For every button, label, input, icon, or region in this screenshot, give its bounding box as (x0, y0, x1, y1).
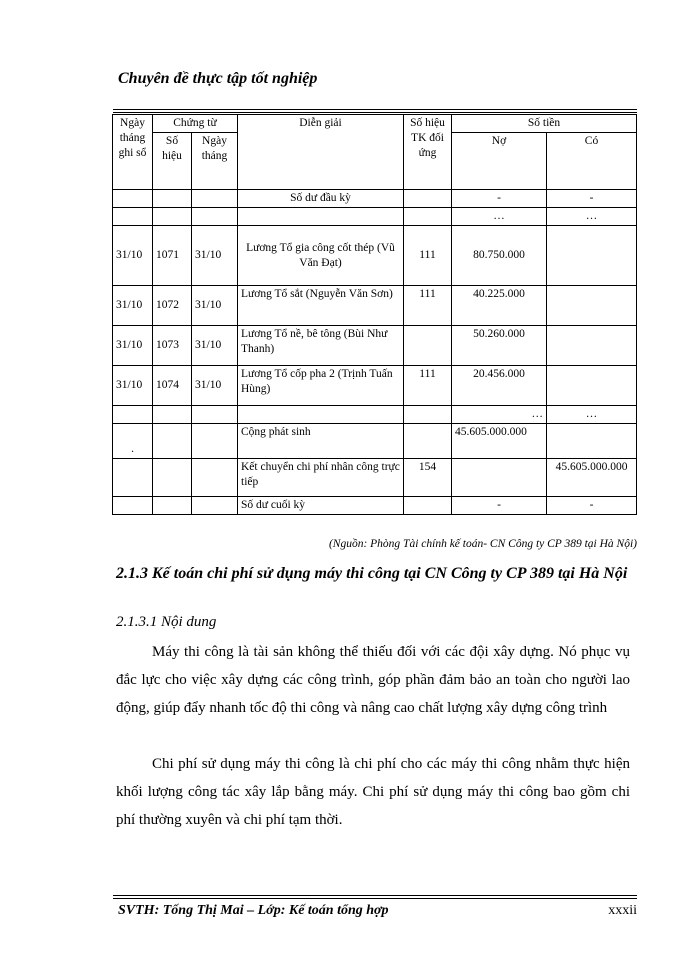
cell-description: Số dư cuối kỳ (238, 497, 404, 515)
document-header-title: Chuyên đề thực tập tốt nghiệp (118, 70, 318, 87)
table-source-note: (Nguồn: Phòng Tài chính kế toán- CN Công ty CP 389 tại Hà Nội) (328, 538, 637, 550)
cell-description: Lương Tổ sắt (Nguyễn Văn Sơn) (238, 286, 404, 326)
cell-voucher-date (192, 459, 238, 497)
cell-date (113, 406, 153, 424)
footer-divider (113, 895, 637, 896)
cell-voucher-no (153, 406, 192, 424)
cell-date: . (113, 424, 153, 459)
cell-date: 31/10 (113, 366, 153, 406)
cell-description: Lương Tổ nề, bê tông (Bùi Như Thanh) (238, 326, 404, 366)
footer-author: SVTH: Tống Thị Mai – Lớp: Kế toán tổng hợp (118, 903, 389, 918)
header-date-recorded: Ngày tháng ghi sổ (113, 115, 153, 190)
cell-description (238, 406, 404, 424)
cell-debit: 50.260.000 (452, 326, 547, 366)
cell-debit: 20.456.000 (452, 366, 547, 406)
cell-description: Lương Tổ gia công cốt thép (Vũ Văn Đạt) (238, 226, 404, 286)
cell-date (113, 497, 153, 515)
subsection-heading: 2.1.3.1 Nội dung (116, 614, 217, 630)
cell-date (113, 208, 153, 226)
cell-account: 111 (404, 286, 452, 326)
cell-date (113, 459, 153, 497)
table-row (113, 424, 637, 459)
cell-debit: 40.225.000 (452, 286, 547, 326)
cell-debit: 45.605.000.000 (452, 424, 547, 459)
cell-voucher-date (192, 190, 238, 208)
cell-voucher-date (192, 497, 238, 515)
cell-description: Cộng phát sinh (238, 424, 404, 459)
cell-description (238, 208, 404, 226)
table-row (113, 366, 637, 406)
cell-credit: - (547, 497, 637, 515)
header-voucher: Chứng từ (153, 115, 238, 133)
cell-voucher-date: 31/10 (192, 366, 238, 406)
cell-voucher-date: 31/10 (192, 286, 238, 326)
cell-debit (452, 459, 547, 497)
header-amount: Số tiền (452, 115, 637, 133)
cell-account (404, 424, 452, 459)
cell-voucher-date (192, 424, 238, 459)
cell-credit (547, 286, 637, 326)
table-row (113, 497, 637, 515)
cell-voucher-no (153, 497, 192, 515)
cell-date: 31/10 (113, 286, 153, 326)
cell-voucher-no (153, 424, 192, 459)
cell-credit: 45.605.000.000 (547, 459, 637, 497)
page-number: xxxii (608, 903, 637, 918)
cell-date: 31/10 (113, 226, 153, 286)
table-row (113, 286, 637, 326)
cell-voucher-no (153, 208, 192, 226)
cell-credit: … (547, 208, 637, 226)
cell-credit (547, 424, 637, 459)
cell-voucher-no (153, 459, 192, 497)
cell-date (113, 190, 153, 208)
cell-description: Kết chuyển chi phí nhân công trực tiếp (238, 459, 404, 497)
header-debit: Nợ (452, 133, 547, 190)
cell-account (404, 326, 452, 366)
cell-credit (547, 226, 637, 286)
cell-voucher-no: 1072 (153, 286, 192, 326)
table-row (113, 459, 637, 497)
cell-voucher-date: 31/10 (192, 226, 238, 286)
cell-account (404, 406, 452, 424)
footer-divider (113, 898, 637, 899)
header-voucher-date: Ngày tháng (192, 133, 238, 190)
cell-voucher-no (153, 190, 192, 208)
table-row (113, 406, 637, 424)
cell-voucher-date (192, 406, 238, 424)
header-description: Diễn giải (238, 115, 404, 190)
cell-account (404, 190, 452, 208)
cell-voucher-date (192, 208, 238, 226)
cell-debit: - (452, 497, 547, 515)
cell-account: 154 (404, 459, 452, 497)
cell-voucher-no: 1074 (153, 366, 192, 406)
cell-account (404, 497, 452, 515)
header-divider (113, 112, 637, 113)
cell-credit: - (547, 190, 637, 208)
cell-description: Số dư đầu kỳ (238, 190, 404, 208)
cell-voucher-no: 1071 (153, 226, 192, 286)
header-credit: Có (547, 133, 637, 190)
header-voucher-no: Số hiệu (153, 133, 192, 190)
cell-description: Lương Tổ cốp pha 2 (Trịnh Tuấn Hùng) (238, 366, 404, 406)
body-paragraph: Máy thi công là tài sản không thể thiếu đối với các đội xây dựng. Nó phục vụ đắc lực cho việc xây dựng các công trình, góp phần đảm bảo an toàn cho người lao động, giúp đẩy nhanh tốc độ thi công và nâng cao chất lượng xây dựng công trình (116, 644, 630, 716)
table-row (113, 226, 637, 286)
cell-credit (547, 366, 637, 406)
header-account: Số hiệu TK đối ứng (404, 115, 452, 190)
cell-account (404, 208, 452, 226)
cell-debit: … (452, 406, 547, 424)
header-divider (113, 109, 637, 110)
section-heading: 2.1.3 Kế toán chi phí sử dụng máy thi công tại CN Công ty CP 389 tại Hà Nội (116, 565, 628, 582)
cell-account: 111 (404, 226, 452, 286)
table-row (113, 208, 637, 226)
cell-account: 111 (404, 366, 452, 406)
ledger-table (112, 114, 637, 515)
cell-date: 31/10 (113, 326, 153, 366)
cell-debit: … (452, 208, 547, 226)
cell-voucher-date: 31/10 (192, 326, 238, 366)
cell-debit: 80.750.000 (452, 226, 547, 286)
cell-credit: … (547, 406, 637, 424)
table-row (113, 326, 637, 366)
body-paragraph: Chi phí sử dụng máy thi công là chi phí cho các máy thi công nhằm thực hiện khối lượng công tác xây lắp bằng máy. Chi phí sử dụng máy thi công bao gồm chi phí thường xuyên và chi phí tạm thời. (116, 756, 630, 828)
cell-debit: - (452, 190, 547, 208)
cell-voucher-no: 1073 (153, 326, 192, 366)
table-row (113, 190, 637, 208)
cell-credit (547, 326, 637, 366)
